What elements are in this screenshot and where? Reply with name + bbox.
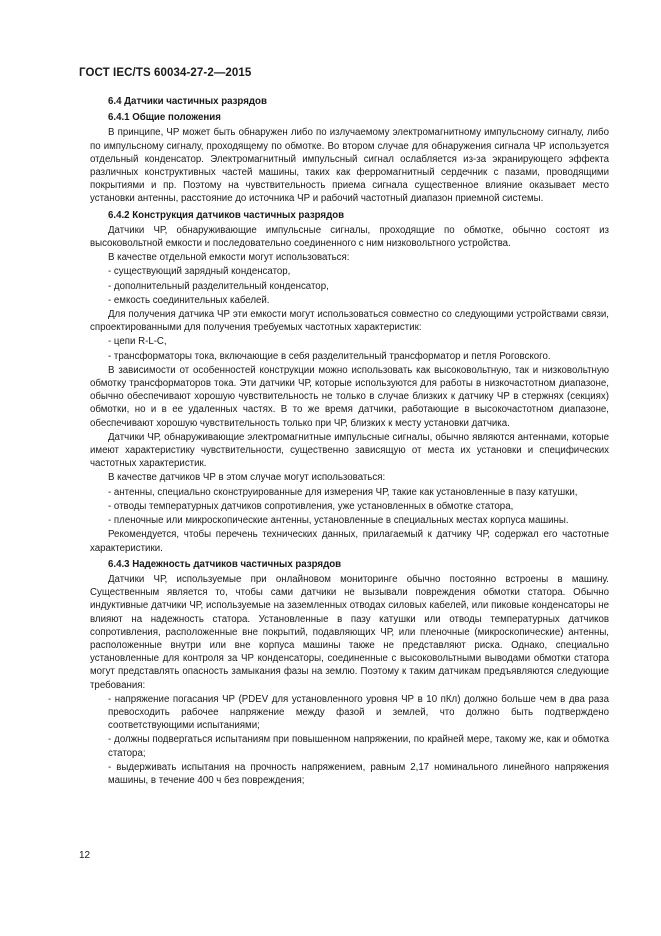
page-number: 12 bbox=[79, 850, 91, 861]
document-header: ГОСТ IEC/TS 60034-27-2—2015 bbox=[79, 67, 252, 79]
list-item: - напряжение погасания ЧР (PDEV для установленного уровня ЧР в 10 пКл) должно больше чем в два раза превосходить рабочее напряжение между фазой и землей, что должно быть подтверждено соответствующими испытаниями; bbox=[108, 693, 609, 732]
subsection-heading: 6.4.2 Конструкция датчиков частичных разрядов bbox=[108, 209, 345, 221]
paragraph: Датчики ЧР, обнаруживающие импульсные сигналы, проходящие по обмотке, обычно состоят из высоковольтной емкости и последовательно соединенного с ним низковольтного устройства. bbox=[90, 224, 609, 250]
section-heading: 6.4 Датчики частичных разрядов bbox=[108, 96, 267, 107]
list-item: - существующий зарядный конденсатор, bbox=[108, 266, 291, 278]
document-body bbox=[90, 92, 609, 788]
paragraph: Рекомендуется, чтобы перечень технических данных, прилагаемый к датчику ЧР, содержал его частотные характеристики. bbox=[90, 529, 609, 554]
list-item: - отводы температурных датчиков сопротивления, уже установленных в обмотке статора, bbox=[108, 500, 514, 512]
paragraph: В качестве отдельной емкости могут использоваться: bbox=[108, 252, 350, 264]
list-item: - выдерживать испытания на прочность напряжением, равным 2,17 номинального линейного напряжения машины, в течение 400 ч без повреждения; bbox=[108, 761, 609, 786]
paragraph: Датчики ЧР, используемые при онлайновом мониторинге обычно постоянно встроены в машину. Существенным является то, чтобы сами датчики не вызывали повреждения обмотки статора. Обычно индуктивные датчики ЧР, используемые на заземленных отводах силовых кабелей, или пиковые конденсаторы не влияют на надежность статора. Установленные в пазу катушки или отводы температурных датчиков сопротивления, расположенные вне покрытий, подавляющих ЧР, или пленочные (микроскопические) антенны, расположенные внутри или вне корпуса машины также не представляют риска. Однако, специально установленные для контроля за ЧР конденсаторы, соединенные с высоковольтными выводами обмотки статора могут представлять опасность замыкания фазы на землю. Поэтому к таким датчикам предъявляются следующие требования: bbox=[90, 573, 609, 691]
list-item: - дополнительный разделительный конденсатор, bbox=[108, 280, 329, 292]
paragraph: Датчики ЧР, обнаруживающие электромагнитные импульсные сигналы, обычно являются антеннами, которые имеют характеристику чувствительности, существенно зависящую от места их установки и специфических частотных характеристик. bbox=[90, 431, 609, 470]
paragraph: В качестве датчиков ЧР в этом случае могут использоваться: bbox=[108, 472, 386, 484]
paragraph: Для получения датчика ЧР эти емкости могут использоваться совместно со следующими устройствами связи, спроектированными для получения требуемых частотных характеристик: bbox=[90, 309, 609, 334]
list-item: - пленочные или микроскопические антенны, установленные в специальных местах корпуса машины. bbox=[108, 515, 569, 527]
subsection-heading: 6.4.1 Общие положения bbox=[108, 112, 221, 124]
list-item: - емкость соединительных кабелей. bbox=[108, 294, 270, 306]
list-item: - антенны, специально сконструированные для измерения ЧР, такие как установленные в пазу катушки, bbox=[108, 486, 578, 498]
list-item: - цепи R-L-C, bbox=[108, 336, 167, 348]
subsection-heading: 6.4.3 Надежность датчиков частичных разрядов bbox=[108, 558, 342, 570]
paragraph: В принципе, ЧР может быть обнаружен либо по излучаемому электромагнитному импульсному сигналу, либо по импульсному сигналу, проходящему по обмотке. Во втором случае для обнаружения сигнала ЧР используется отдельный конденсатор. Электромагнитный импульсный сигнал ослабляется из-за экранирующего эффекта различных конструктивных частей машины, таких как ферромагнитный сердечник с пазами, проводящими покрытиями и пр. Поэтому на чувствительность приема сигнала существенное влияние оказывает место установки антенны, расстояние до источника ЧР и рабочий частотный диапазон приемной системы. bbox=[90, 127, 609, 205]
list-item: - должны подвергаться испытаниям при повышенном напряжении, по крайней мере, такому же, как и обмотка статора; bbox=[108, 734, 609, 759]
paragraph: В зависимости от особенностей конструкции можно использовать как высоковольтную, так и низковольтную обмотку трансформаторов тока. Эти датчики ЧР, которые используются для работы в низкочастотном диапазоне, обычно обеспечивают хорошую чувствительность не только в случае близких к датчику ЧР в стержнях (секциях) обмотки, но и в ее удаленных частях. В то же время датчики, работающие в высокочастотном диапазоне, обеспечивают хорошую чувствительность только при ЧР, близких к месту установки датчика. bbox=[90, 364, 609, 429]
list-item: - трансформаторы тока, включающие в себя разделительный трансформатор и петля Роговского. bbox=[108, 350, 551, 362]
